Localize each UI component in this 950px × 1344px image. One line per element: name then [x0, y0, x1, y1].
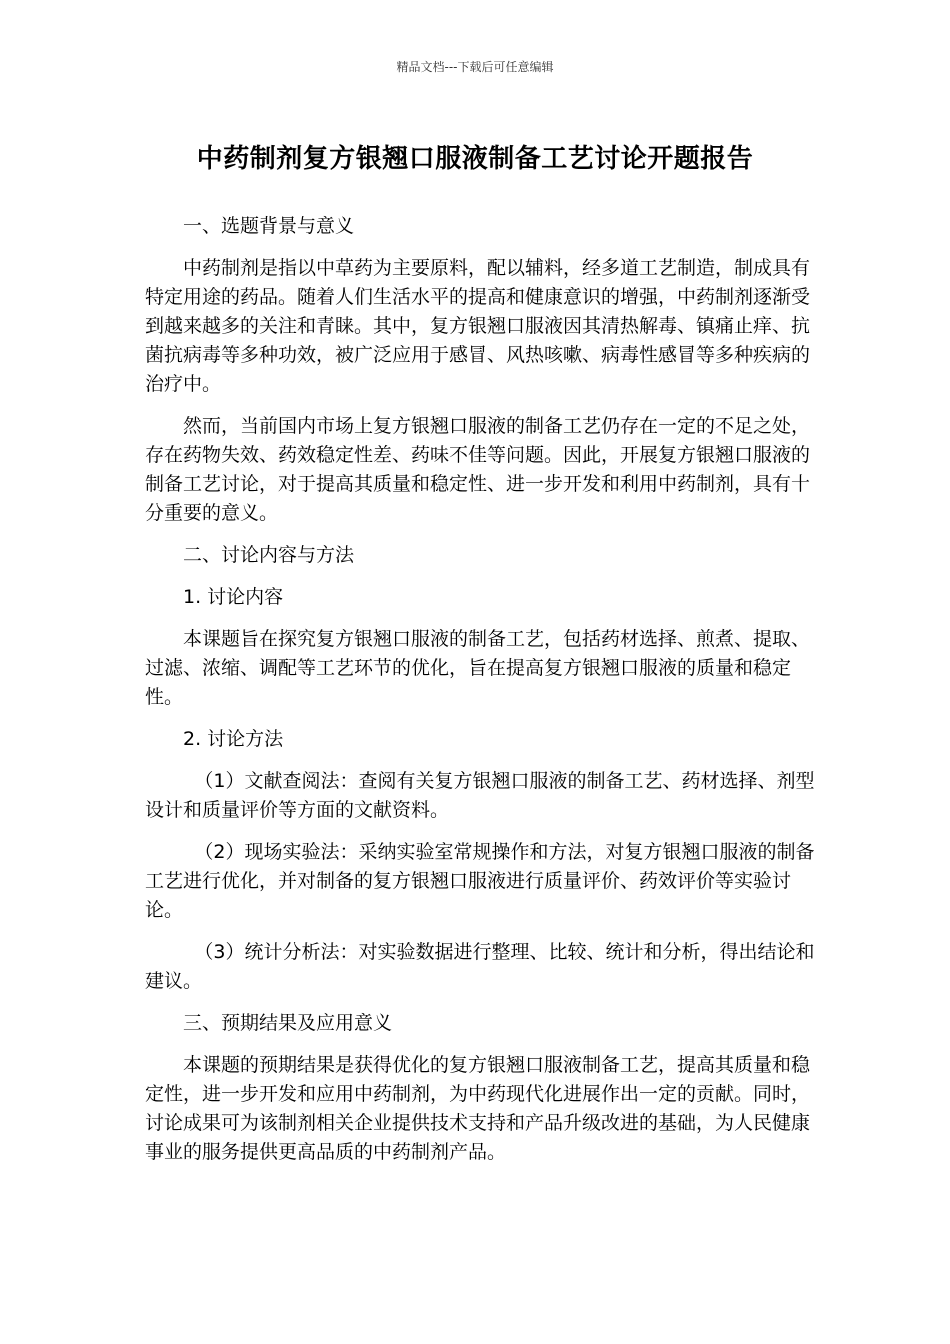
section-heading-results: 三、预期结果及应用意义 — [183, 1012, 393, 1034]
header-note: 精品文档---下载后可任意编辑 — [396, 60, 554, 74]
paragraph-content: 本课题旨在探究复方银翘口服液的制备工艺，包括药材选择、煎煮、提取、过滤、浓缩、调配等工艺环节的优化，旨在提高复方银翘口服液的质量和稳定性。 — [145, 628, 811, 708]
subheading-methods: 2. 讨论方法 — [183, 728, 284, 750]
document-body — [145, 212, 817, 1180]
subheading-content: 1. 讨论内容 — [183, 586, 284, 608]
method-item-literature: （1）文献查阅法：查阅有关复方银翘口服液的制备工艺、药材选择、剂型设计和质量评价等方面的文献资料。 — [145, 770, 815, 821]
section-heading-methods: 二、讨论内容与方法 — [183, 544, 355, 566]
paragraph-results: 本课题的预期结果是获得优化的复方银翘口服液制备工艺，提高其质量和稳定性，进一步开发和应用中药制剂，为中药现代化进展作出一定的贡献。同时，讨论成果可为该制剂相关企业提供技术支持和产品升级改进的基础，为人民健康事业的服务提供更高品质的中药制剂产品。 — [145, 1054, 811, 1163]
paragraph-background-1: 中药制剂是指以中草药为主要原料，配以辅料，经多道工艺制造，制成具有特定用途的药品。随着人们生活水平的提高和健康意识的增强，中药制剂逐渐受到越来越多的关注和青睐。其中，复方银翘口服液因其清热解毒、镇痛止痒、抗菌抗病毒等多种功效，被广泛应用于感冒、风热咳嗽、病毒性感冒等多种疾病的治疗中。 — [145, 257, 811, 395]
method-item-experiment: （2）现场实验法：采纳实验室常规操作和方法，对复方银翘口服液的制备工艺进行优化，并对制备的复方银翘口服液进行质量评价、药效评价等实验讨论。 — [145, 841, 815, 921]
method-item-statistics: （3）统计分析法：对实验数据进行整理、比较、统计和分析，得出结论和建议。 — [145, 941, 815, 992]
section-heading-background: 一、选题背景与意义 — [183, 215, 355, 237]
document-title: 中药制剂复方银翘口服液制备工艺讨论开题报告 — [196, 144, 754, 174]
paragraph-background-2: 然而，当前国内市场上复方银翘口服液的制备工艺仍存在一定的不足之处，存在药物失效、药效稳定性差、药味不佳等问题。因此，开展复方银翘口服液的制备工艺讨论，对于提高其质量和稳定性、进一步开发和利用中药制剂，具有十分重要的意义。 — [145, 415, 811, 524]
